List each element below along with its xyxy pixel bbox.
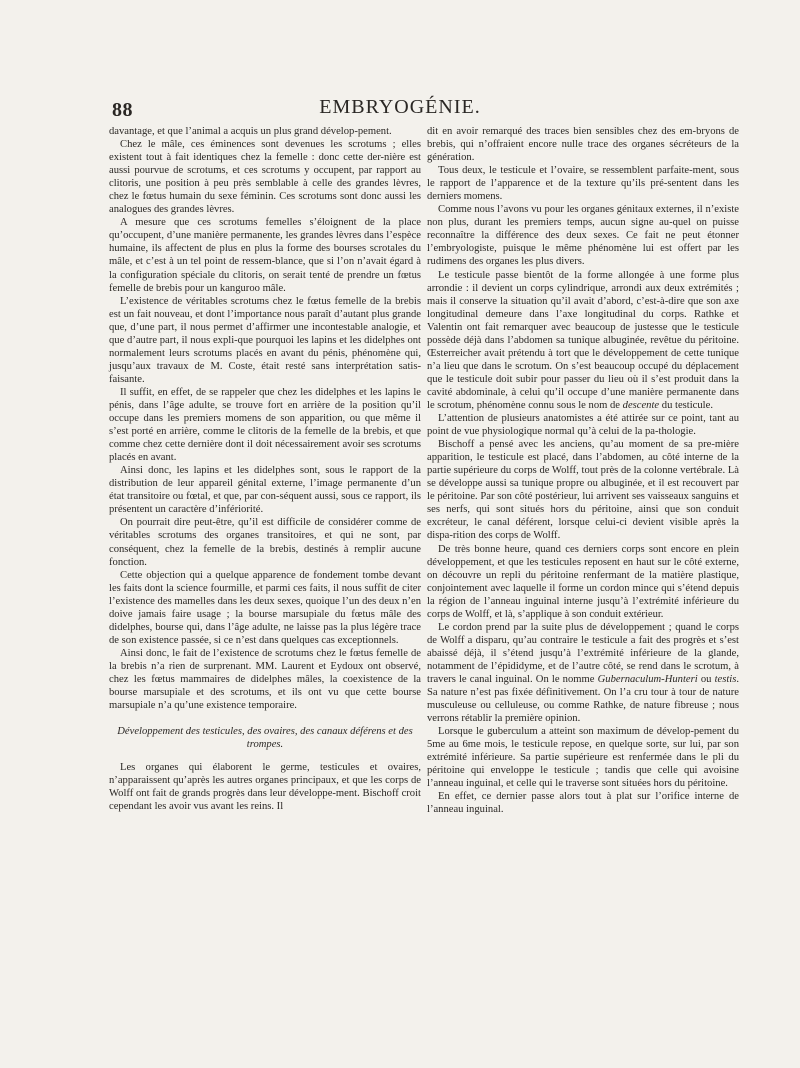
paragraph-text: ou [697,673,715,685]
paragraph [427,269,739,413]
paragraph-text: du testicule. [659,399,713,411]
paragraph: On pourrait dire peut-être, qu’il est difficile de considérer comme de véritables scrotums des organes transitoires, et qui ne sont, par conséquent, chez la femelle de la brebis, destinés à remplir aucune fonction. [109,517,421,568]
paragraph: En effet, ce dernier passe alors tout à plat sur l’orifice interne de l’anneau inguinal. [427,791,739,816]
paragraph: Ainsi donc, le fait de l’existence de scrotums chez le fœtus femelle de la brebis n’a rien de surprenant. MM. Laurent et Eydoux ont observé, chez les fœtus mammaires de didelphes mâles, la coexistence de la bourse marsupiale et des scrotums, et ils ont vu que cette bourse marsupiale n’a qu’une existence temporaire. [109,647,421,712]
paragraph: davantage, et que l’animal a acquis un plus grand dévelop-pement. [109,126,392,137]
paragraph: De très bonne heure, quand ces derniers corps sont encore en plein développement, et que les testicules reposent en haut sur le côté externe, on découvre un repli du péritoine renfermant de la matière plastique, conjointement avec laquelle il forme un cordon mince qui s’étend depuis la région de l’anneau inguinal interne jusqu’à l’extrémité inférieure du corps de Wolff, et là, s’applique à son conduit extérieur. [427,543,739,620]
section-heading: Développement des testicules, des ovaires, des canaux déférens et des trompes. [117,726,413,751]
paragraph: Les organes qui élaborent le germe, testicules et ovaires, n’apparaissent qu’après les autres organes principaux, et que les corps de Wolff ont fait de grands progrès dans leur développe-ment. Bischoff croit cependant les avoir vus avant les reins. Il [109,762,421,813]
paragraph: Tous deux, le testicule et l’ovaire, se ressemblent parfaite-ment, sous le rapport de l’apparence et de la texture qu’ils pré-sentent dans les derniers momens. [427,165,739,203]
paragraph: Bischoff a pensé avec les anciens, qu’au moment de sa pre-mière apparition, le testicule est placé, dans l’abdomen, au côté interne de la partie supérieure du corps de Wolff, tout près de la colonne vertébrale. Là se développe aussi sa tunique propre ou albuginée, et il est recouvert par le péritoine. Par son côté postérieur, lui arrivent ses vaisseaux sanguins et ses nerfs, qui sont situés hors du péritoine, ainsi que son conduit excréteur, le canal déférent, lorsque celui-ci devient visible après la dispa-rition des corps de Wolff. [427,439,739,542]
paragraph [427,621,739,725]
paragraph: Lorsque le guberculum a atteint son maximum de dévelop-pement du 5me au 6me mois, le testicule repose, en quelque sorte, sur lui, par son extrémité inférieure. Sa partie supérieure est renfermée dans le pli du péritoine qui enveloppe le testicule ; tandis que celle qui avoisine l’anneau inguinal, et celle qui le traverse sont situées hors du péritoine. [427,726,739,790]
paragraph: L’existence de véritables scrotums chez le fœtus femelle de la brebis est un fait nouveau, et dont l’importance nous paraît d’autant plus grande que, d’une part, il nous permet d’affirmer une incontestable analogie, et que d’autre part, il nous expli-que pourquoi les lapins et les didelphes ont normalement leurs scrotums placés en avant du pénis, phénomène qui, jusqu’aux travaux de M. Coste, était resté sans interprétation satis-faisante. [109,295,421,385]
paragraph-text: . Sa nature n’est pas fixée définitivement. On l’a cru tour à tour de nature musculeuse ou celluleuse, ou comme Rathke, de nature fibreuse ; nous verrons rétablir la première opinion. [427,673,740,725]
emphasized-term: testis [714,673,737,685]
right-column [427,125,739,816]
paragraph: Ainsi donc, les lapins et les didelphes sont, sous le rapport de la distribution de leur appareil génital externe, l’image permanente d’un état transitoire ou fœtal, et que, par con-séquent aussi, sous ce rapport, ils présentent un caractère d’infériorité. [109,465,421,516]
paragraph: A mesure que ces scrotums femelles s’éloignent de la place qu’occupent, d’une manière permanente, les grandes lèvres dans l’espèce humaine, ils affectent de plus en plus la forme des bourses scrotales du mâle, et c’est à un tel point de ressem-blance, que si l’on n’avait égard à la configuration spéciale du clitoris, on serait tenté de prendre un fœtus femelle de brebis pour un kanguroo mâle. [109,217,421,294]
paragraph: Cette objection qui a quelque apparence de fondement tombe devant les faits dont la science fourmille, et parmi ces faits, il nous suffit de citer l’existence des mamelles dans les deux sexes, quoique l’un des deux n’en doive jamais faire usage ; la bourse marsupiale du fœtus mâle des didelphes, bourse qui, dans l’âge adulte, ne laisse pas la plus légère trace de son existence passée, si ce n’est dans quelques cas exceptionnels. [109,569,421,646]
left-column [109,125,421,813]
emphasized-term: descente [622,399,660,411]
paragraph: dit en avoir remarqué des traces bien sensibles chez des em-bryons de brebis, qui n’offraient encore nulle trace des organes sécréteurs de la génération. [427,126,739,164]
paragraph-text: Le testicule passe bientôt de la forme allongée à une forme plus arrondie : il devient un corps cylindrique, arrondi aux deux extrémités ; mais il conserve la situation qu’il avait d’abord, c’est-à-dire que son axe longitudinal demeure dans l’axe longitudinal du corps. Rathke et Valentin ont fait remarquer avec beaucoup de justesse que le testicule possède déjà dans l’abdomen sa tunique albuginée, revêtue du péritoine. Œsterreicher avait prétendu à tort que le développement de cette tunique n’a lieu que dans le scrotum. On s’est beaucoup occupé du déplacement que le testicule doit subir pour passer du lieu où il s’est produit dans la cavité abdominale, à celui qu’il occupe d’une manière permanente dans le scrotum, phénomène connu sous le nom de [427,269,739,411]
paragraph: L’attention de plusieurs anatomistes a été attirée sur ce point, tant au point de vue physiologique normal qu’à celui de la pa-thologie. [427,413,739,438]
paragraph: Chez le mâle, ces éminences sont devenues les scrotums ; elles existent tout à fait identiques chez la femelle : donc cette der-nière est aussi pourvue de scrotums, et ces scrotums y occupent, par rapport au clitoris, une position à peu près semblable à celle des grandes lèvres, chez le fœtus humain du sexe féminin. Ces scrotums sont donc aussi les analogues des grandes lèvres. [109,139,421,216]
paragraph: Il suffit, en effet, de se rappeler que chez les didelphes et les lapins le pénis, dans l’âge adulte, se trouve fort en arrière de la position qu’il occupe dans les premiers momens de son apparition, ou que même il s’est porté en arrière, comme le clitoris de la femelle de la brebis, et que comme chez cette dernière dont il doit nécessairement avoir ses scrotums placés en avant. [109,386,421,464]
running-title: EMBRYOGÉNIE. [319,96,481,118]
paragraph-text: Le cordon prend par la suite plus de développement ; quand le corps de Wolff a disparu, qu’au contraire le testicule a fait des progrès et s’est abaissé déjà, il s’étend jusqu’à l’extrémité inférieure de la glande, notamment de l’épididyme, et de l’autre côté, se rend dans le scrotum, à travers le canal inguinal. On le nomme [427,621,739,685]
emphasized-term: Gubernaculum-Hunteri [597,673,698,685]
paragraph: Comme nous l’avons vu pour les organes génitaux externes, il n’existe non plus, durant les premiers temps, aucun signe au-quel on puisse reconnaître la différence des deux sexes. Ce fait ne peut étonner l’embryologiste, puisque le même phénomène lui est offert par les rudimens des organes les plus divers. [427,204,739,268]
page-number: 88 [112,99,133,121]
